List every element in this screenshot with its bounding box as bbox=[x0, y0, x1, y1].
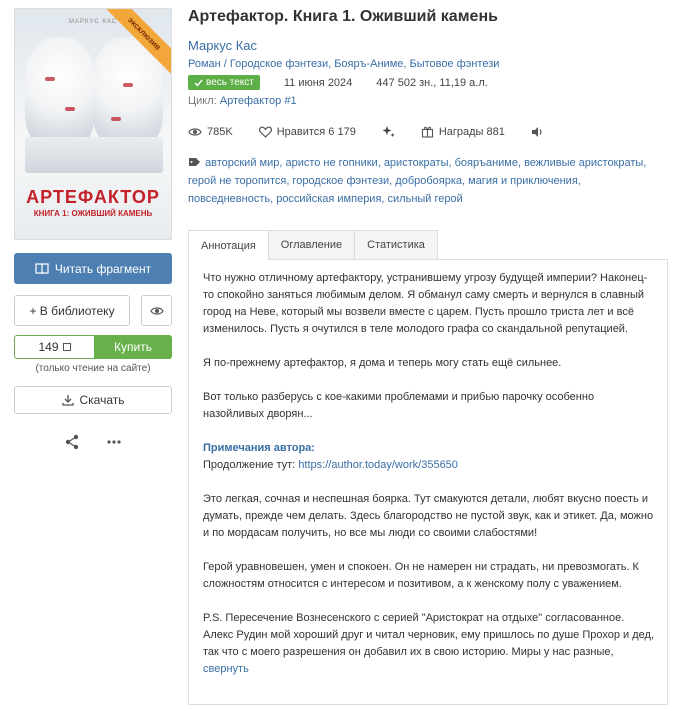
tab-contents[interactable]: Оглавление bbox=[268, 230, 355, 259]
download-button[interactable] bbox=[14, 386, 172, 414]
annotation-paragraph: Что нужно отличному артефактору, устранившему угрозу будущей империи? Наконец-то спокойно заняться любимым делом. Я обманул саму смерть и вернулся в славный город на Неве, который мы возвели вместе с царем. Пусть прошло триста лет и всё изменилось. Пусть я очутился в теле молодого графа со скандальной репутацией. bbox=[203, 272, 648, 335]
sparkle-stat[interactable] bbox=[382, 125, 395, 138]
read-fragment-label: Читать фрагмент bbox=[54, 261, 152, 276]
tab-statistics[interactable]: Статистика bbox=[354, 230, 438, 259]
tag-icon bbox=[188, 157, 201, 167]
watch-button[interactable] bbox=[141, 295, 172, 326]
eye-icon bbox=[150, 306, 164, 316]
meta-row bbox=[188, 75, 668, 90]
download-icon bbox=[62, 394, 74, 406]
stats-row bbox=[188, 125, 668, 138]
likes-stat[interactable] bbox=[259, 126, 356, 138]
buy-label: Купить bbox=[114, 340, 152, 354]
annotation-paragraph bbox=[203, 610, 655, 678]
tab-annotation[interactable]: Аннотация bbox=[188, 230, 269, 260]
collapse-link[interactable]: свернуть bbox=[203, 663, 249, 675]
cover-title: АРТЕФАКТОР bbox=[26, 187, 160, 207]
book-title: Артефактор. Книга 1. Оживший камень bbox=[188, 8, 498, 25]
left-column bbox=[14, 8, 172, 407]
annotation-paragraph: Это легкая, сочная и неспешная боярка. Тут смакуются детали, любят вкусно поесть и думать, прежде чем делать. Здесь благородство не пустой звук, как и этикет. Да, можно и по мордасам получить, но все мы люди со своими слабостями! bbox=[203, 493, 654, 539]
author-notes bbox=[203, 440, 655, 474]
annotation-paragraph: Герой уравновешен, умен и спокоен. Он не намерен ни страдать, ни превозмогать. К сложностям относится с интересом и позитивом, а к женскому полу с уважением. bbox=[203, 561, 639, 590]
share-icon[interactable] bbox=[64, 434, 80, 450]
book-cover[interactable] bbox=[14, 8, 172, 240]
tags-text[interactable]: авторский мир, аристо не гопники, аристократы, бояръаниме, вежливые аристократы, герой не торопится, городское фэнтези, добробоярка, магия и приключения, повседневность, российская империя, сильный герой bbox=[188, 157, 647, 205]
annotation-paragraph: Вот только разберусь с кое-какими проблемами и прибью парочку особенно назойливых дворян... bbox=[203, 391, 595, 420]
speaker-icon bbox=[531, 126, 544, 138]
views-count: 785K bbox=[207, 125, 233, 138]
price-value: 149 bbox=[38, 340, 59, 354]
cover-author: МАРКУС КАС bbox=[68, 19, 118, 25]
cover-subtitle: КНИГА 1: ОЖИВШИЙ КАМЕНЬ bbox=[33, 209, 153, 218]
notes-heading: Примечания автора: bbox=[203, 442, 315, 454]
social-actions bbox=[14, 434, 172, 450]
content-tabs bbox=[188, 230, 437, 260]
awards-count: Награды 881 bbox=[438, 125, 505, 138]
gift-icon bbox=[421, 125, 434, 138]
audio-stat[interactable] bbox=[531, 126, 544, 138]
cycle-row bbox=[188, 95, 668, 107]
download-label: Скачать bbox=[79, 393, 125, 407]
heart-icon bbox=[259, 126, 272, 138]
pedestal-illustration bbox=[25, 137, 163, 173]
book-info bbox=[188, 8, 668, 675]
buy-group bbox=[14, 335, 172, 359]
likes-count: Нравится 6 179 bbox=[276, 125, 356, 138]
buy-note: (только чтение на сайте) bbox=[35, 363, 151, 374]
price-display bbox=[14, 335, 94, 359]
continuation-label: Продолжение тут: bbox=[203, 459, 296, 471]
publish-date: 11 июня 2024 bbox=[283, 76, 353, 89]
cycle-link[interactable]: Артефактор #1 bbox=[219, 95, 297, 107]
book-open-icon bbox=[35, 263, 49, 275]
awards-stat[interactable] bbox=[421, 125, 505, 138]
annotation-ps: P.S. Пересечение Вознесенского с серией "Аристократ на отдыхе" согласованное. Алекс Рудин мой хороший друг и читал черновик, ему пришлось по душе Прохор и дед, так что с моего разрешения он добавил их в свою историю. Миры у нас разные, bbox=[203, 612, 654, 658]
check-icon bbox=[194, 79, 203, 87]
author-link[interactable]: Маркус Кас bbox=[188, 38, 258, 53]
genres-line[interactable]: Роман / Городское фэнтези, Бояръ-Аниме, Бытовое фэнтези bbox=[188, 58, 500, 70]
exclusive-ribbon: эксклюзив bbox=[99, 8, 172, 79]
annotation-paragraph: Я по-прежнему артефактор, я дома и теперь могу стать ещё сильнее. bbox=[203, 357, 562, 369]
status-label: весь текст bbox=[206, 77, 254, 88]
annotation-panel bbox=[188, 259, 668, 705]
buy-button[interactable] bbox=[94, 335, 172, 359]
lion-left-illustration bbox=[25, 37, 95, 147]
sparkle-icon bbox=[382, 125, 395, 138]
views-stat bbox=[188, 126, 233, 138]
eye-icon bbox=[188, 127, 202, 137]
add-to-library-label: + В библиотеку bbox=[29, 303, 115, 318]
continuation-link[interactable]: https://author.today/work/355650 bbox=[298, 459, 458, 471]
currency-icon bbox=[63, 343, 71, 351]
tags-list bbox=[188, 154, 668, 208]
status-badge bbox=[188, 75, 260, 90]
cycle-label: Цикл: bbox=[188, 95, 217, 107]
read-fragment-button[interactable] bbox=[14, 253, 172, 284]
book-size: 447 502 зн., 11,19 а.л. bbox=[376, 76, 488, 89]
add-to-library-button[interactable] bbox=[14, 295, 130, 326]
more-icon[interactable] bbox=[106, 434, 122, 450]
